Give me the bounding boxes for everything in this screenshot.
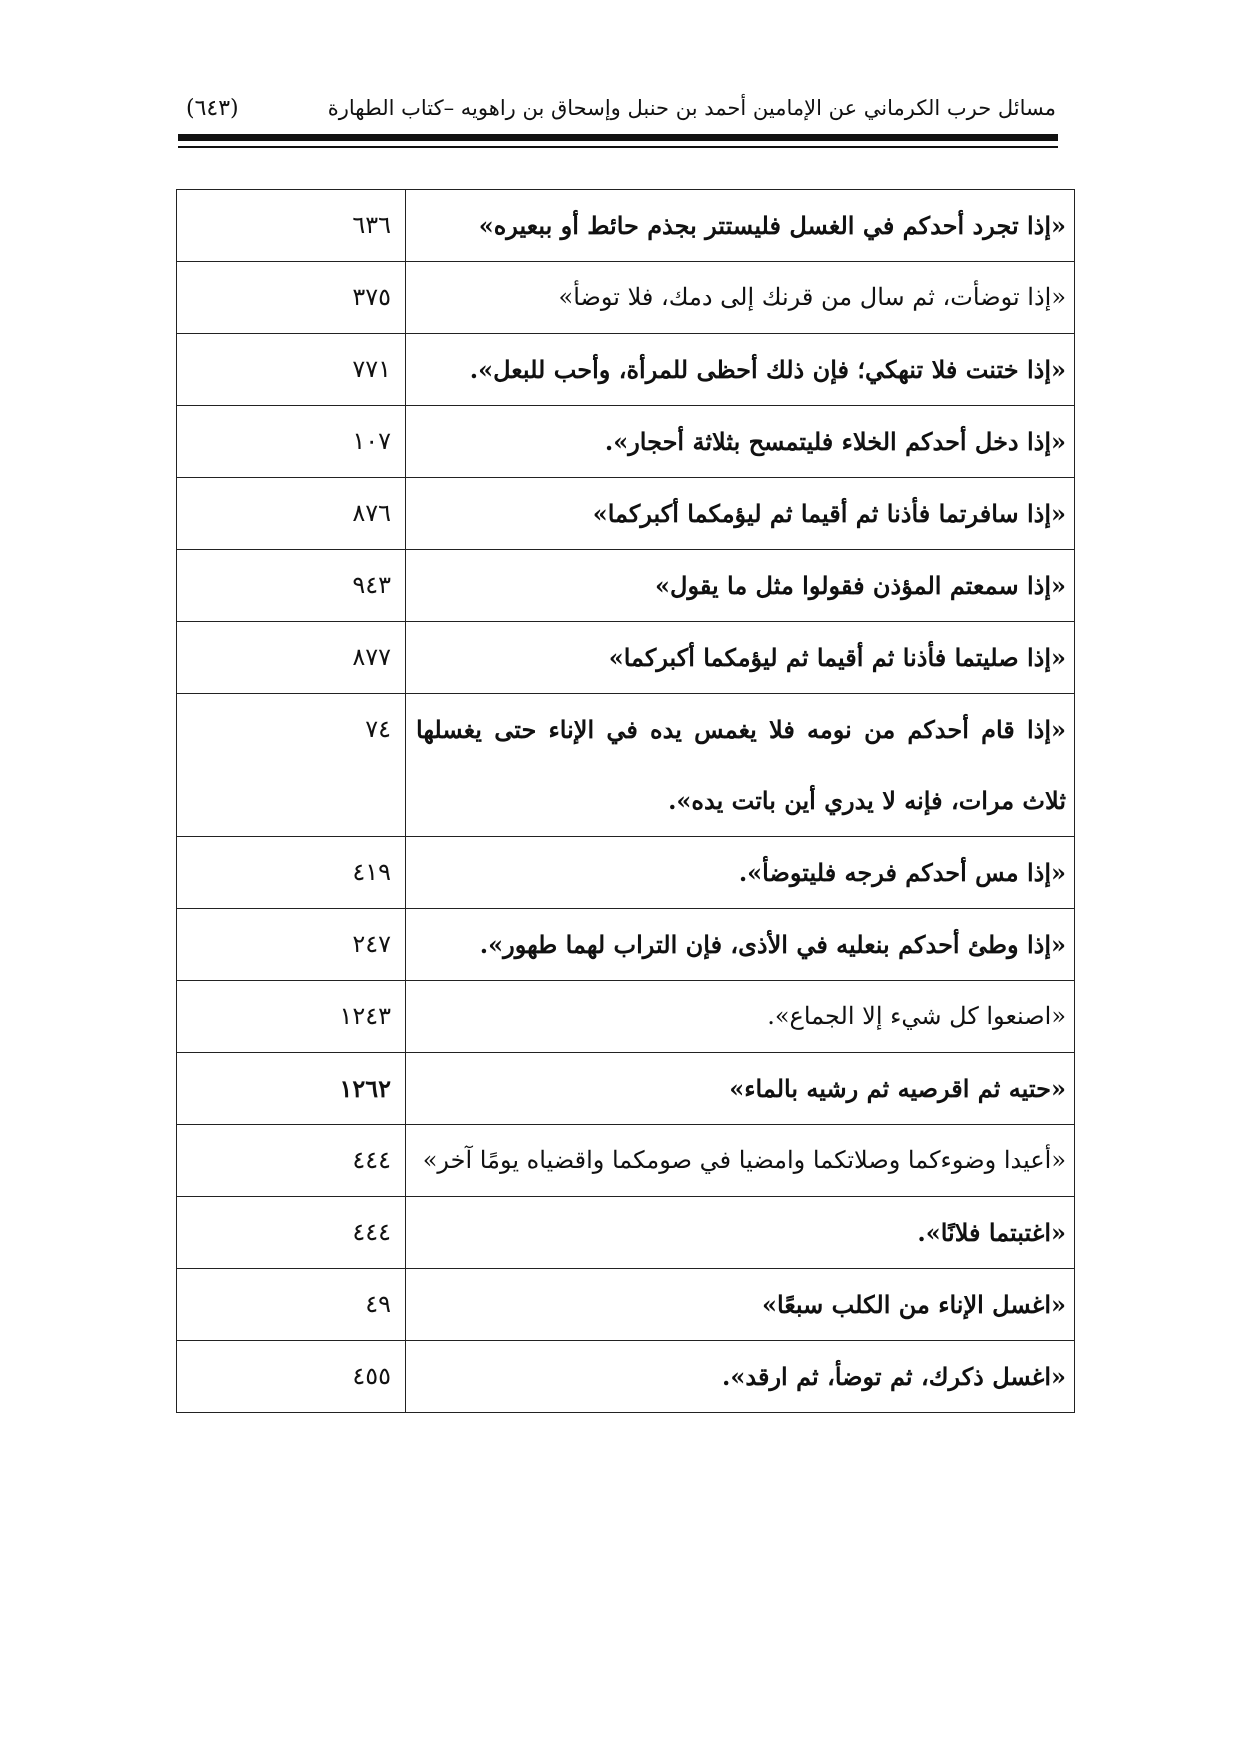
- table-row: [177, 1197, 1075, 1269]
- hadith-text: «اصنعوا كل شيء إلا الجماع».: [406, 981, 1075, 1053]
- table-row: [177, 1053, 1075, 1125]
- hadith-number: ٤١٩: [177, 837, 406, 909]
- hadith-number: ٢٤٧: [177, 909, 406, 981]
- table-row: [177, 622, 1075, 694]
- hadith-text: «إذا دخل أحدكم الخلاء فليتمسح بثلاثة أحجار».: [406, 406, 1075, 478]
- table-row: [177, 406, 1075, 478]
- hadith-text: «إذا سافرتما فأذنا ثم أقيما ثم ليؤمكما أكبركما»: [406, 478, 1075, 550]
- table-row: [177, 837, 1075, 909]
- hadith-text: «إذا مس أحدكم فرجه فليتوضأ».: [406, 837, 1075, 909]
- table-row: [177, 190, 1075, 262]
- hadith-number: ١٢٦٢: [177, 1053, 406, 1125]
- hadith-number: ٧٤: [177, 694, 406, 837]
- hadith-text: «أعيدا وضوءكما وصلاتكما وامضيا في صومكما واقضياه يومًا آخر»: [406, 1125, 1075, 1197]
- hadith-text: «اغسل الإناء من الكلب سبعًا»: [406, 1269, 1075, 1341]
- hadith-text: «اغتبتما فلانًا».: [406, 1197, 1075, 1269]
- hadith-number: ٤٩: [177, 1269, 406, 1341]
- hadith-text: «إذا سمعتم المؤذن فقولوا مثل ما يقول»: [406, 550, 1075, 622]
- hadith-number: ٣٧٥: [177, 262, 406, 334]
- hadith-number: ١٠٧: [177, 406, 406, 478]
- hadith-number: ٨٧٧: [177, 622, 406, 694]
- table-row: [177, 478, 1075, 550]
- table-row: [177, 909, 1075, 981]
- hadith-text: «حتيه ثم اقرصيه ثم رشيه بالماء»: [406, 1053, 1075, 1125]
- hadith-text: «اغسل ذكرك، ثم توضأ، ثم ارقد».: [406, 1341, 1075, 1413]
- table-row: [177, 1341, 1075, 1413]
- table-row: [177, 1269, 1075, 1341]
- book-title: مسائل حرب الكرماني عن الإمامين أحمد بن حنبل وإسحاق بن راهويه –كتاب الطهارة: [327, 96, 1056, 120]
- hadith-number: ٤٤٤: [177, 1197, 406, 1269]
- table-row: [177, 1125, 1075, 1197]
- page-number: (٦٤٣): [186, 95, 239, 121]
- table-row: [177, 334, 1075, 406]
- running-header: [186, 88, 1056, 128]
- hadith-text: «إذا وطئ أحدكم بنعليه في الأذى، فإن التراب لهما طهور».: [406, 909, 1075, 981]
- hadith-text: «إذا صليتما فأذنا ثم أقيما ثم ليؤمكما أكبركما»: [406, 622, 1075, 694]
- header-rule-thin: [178, 146, 1058, 148]
- hadith-text: «إذا تجرد أحدكم في الغسل فليستتر بجذم حائط أو ببعيره»: [406, 190, 1075, 262]
- header-rule-thick: [178, 134, 1058, 141]
- hadith-number: ٩٤٣: [177, 550, 406, 622]
- table-row: [177, 550, 1075, 622]
- table-row: [177, 694, 1075, 837]
- hadith-index-table: [176, 189, 1075, 1413]
- hadith-number: ٨٧٦: [177, 478, 406, 550]
- hadith-number: ٧٧١: [177, 334, 406, 406]
- hadith-number: ٦٣٦: [177, 190, 406, 262]
- hadith-number: ٤٥٥: [177, 1341, 406, 1413]
- hadith-text: «إذا ختنت فلا تنهكي؛ فإن ذلك أحظى للمرأة، وأحب للبعل».: [406, 334, 1075, 406]
- hadith-number: ٤٤٤: [177, 1125, 406, 1197]
- table-row: [177, 981, 1075, 1053]
- hadith-text: «إذا قام أحدكم من نومه فلا يغمس يده في الإناء حتى يغسلها ثلاث مرات، فإنه لا يدري أين باتت يده».: [406, 694, 1075, 837]
- hadith-number: ١٢٤٣: [177, 981, 406, 1053]
- hadith-text: «إذا توضأت، ثم سال من قرنك إلى دمك، فلا توضأ»: [406, 262, 1075, 334]
- table-row: [177, 262, 1075, 334]
